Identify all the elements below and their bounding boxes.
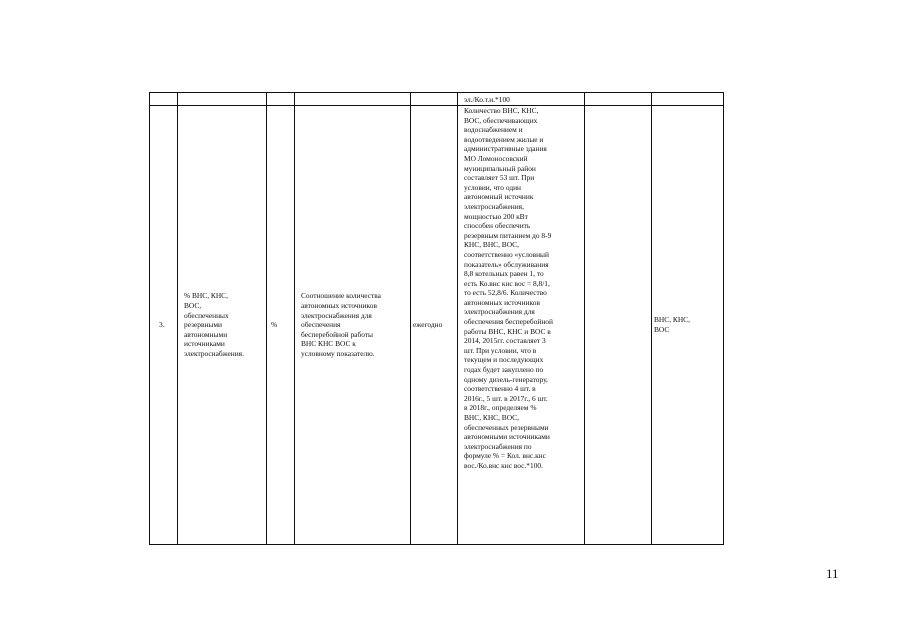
table-cell xyxy=(585,106,652,545)
table-cell xyxy=(150,93,178,106)
definition-cell: Соотношение количества автономных источников электроснабжения для обеспечения бесперебойной работы ВНС КНС ВОС к условному показателю. xyxy=(295,106,411,545)
table-cell xyxy=(178,93,267,106)
object-cell: ВНС, КНС, ВОС xyxy=(652,106,724,545)
table-cell xyxy=(411,93,458,106)
indicator-name-cell: % ВНС, КНС, ВОС, обеспеченных резервными автономными источниками электроснабжения. xyxy=(178,106,267,545)
frequency-cell: ежегодно xyxy=(411,106,458,545)
table-cell xyxy=(295,93,411,106)
unit-cell: % xyxy=(267,106,295,545)
table-row-previous xyxy=(150,93,724,106)
calculation-method-cell: Количество ВНС, КНС, ВОС, обеспечивающих водоснабжением и водоотведением жилые и административные здания МО Ломоносовский муниципальный район составляет 53 шт. При условии, что один автономный источник электроснабжения, мощностью 200 кВт способен обеспечить резервным питанием до 8-9 КНС, ВНС, ВОС, соответственно «условный показатель» обслуживания 8,8 котельных равен 1, то есть Ко.внс кнс вос = 8,8/1, то есть 52,8/6. Количество автономных источников электроснабжения для обеспечения бесперебойной работы ВНС, КНС и ВОС в 2014, 2015гг. составляет 3 шт. При условии, что в текущем и последующих годах будет закуплено по одному дизель-генератору, соответственно 4 шт. в 2016г., 5 шт. в 2017г., 6 шт. в 2018г., определяем % ВНС, КНС, ВОС, обеспеченных резервными автономными источниками электроснабжения по формуле % = Кол. внс.кнс вос./Ко.внс кнс вос.*100. xyxy=(458,106,585,545)
table-row xyxy=(150,106,724,545)
table-cell xyxy=(652,93,724,106)
formula-tail-cell: эл./Ко.т.и.*100 xyxy=(458,93,585,106)
indicator-table xyxy=(149,92,724,545)
table-cell xyxy=(585,93,652,106)
page-number: 11 xyxy=(826,566,839,581)
table-cell xyxy=(267,93,295,106)
row-number-cell: 3. xyxy=(150,106,178,545)
